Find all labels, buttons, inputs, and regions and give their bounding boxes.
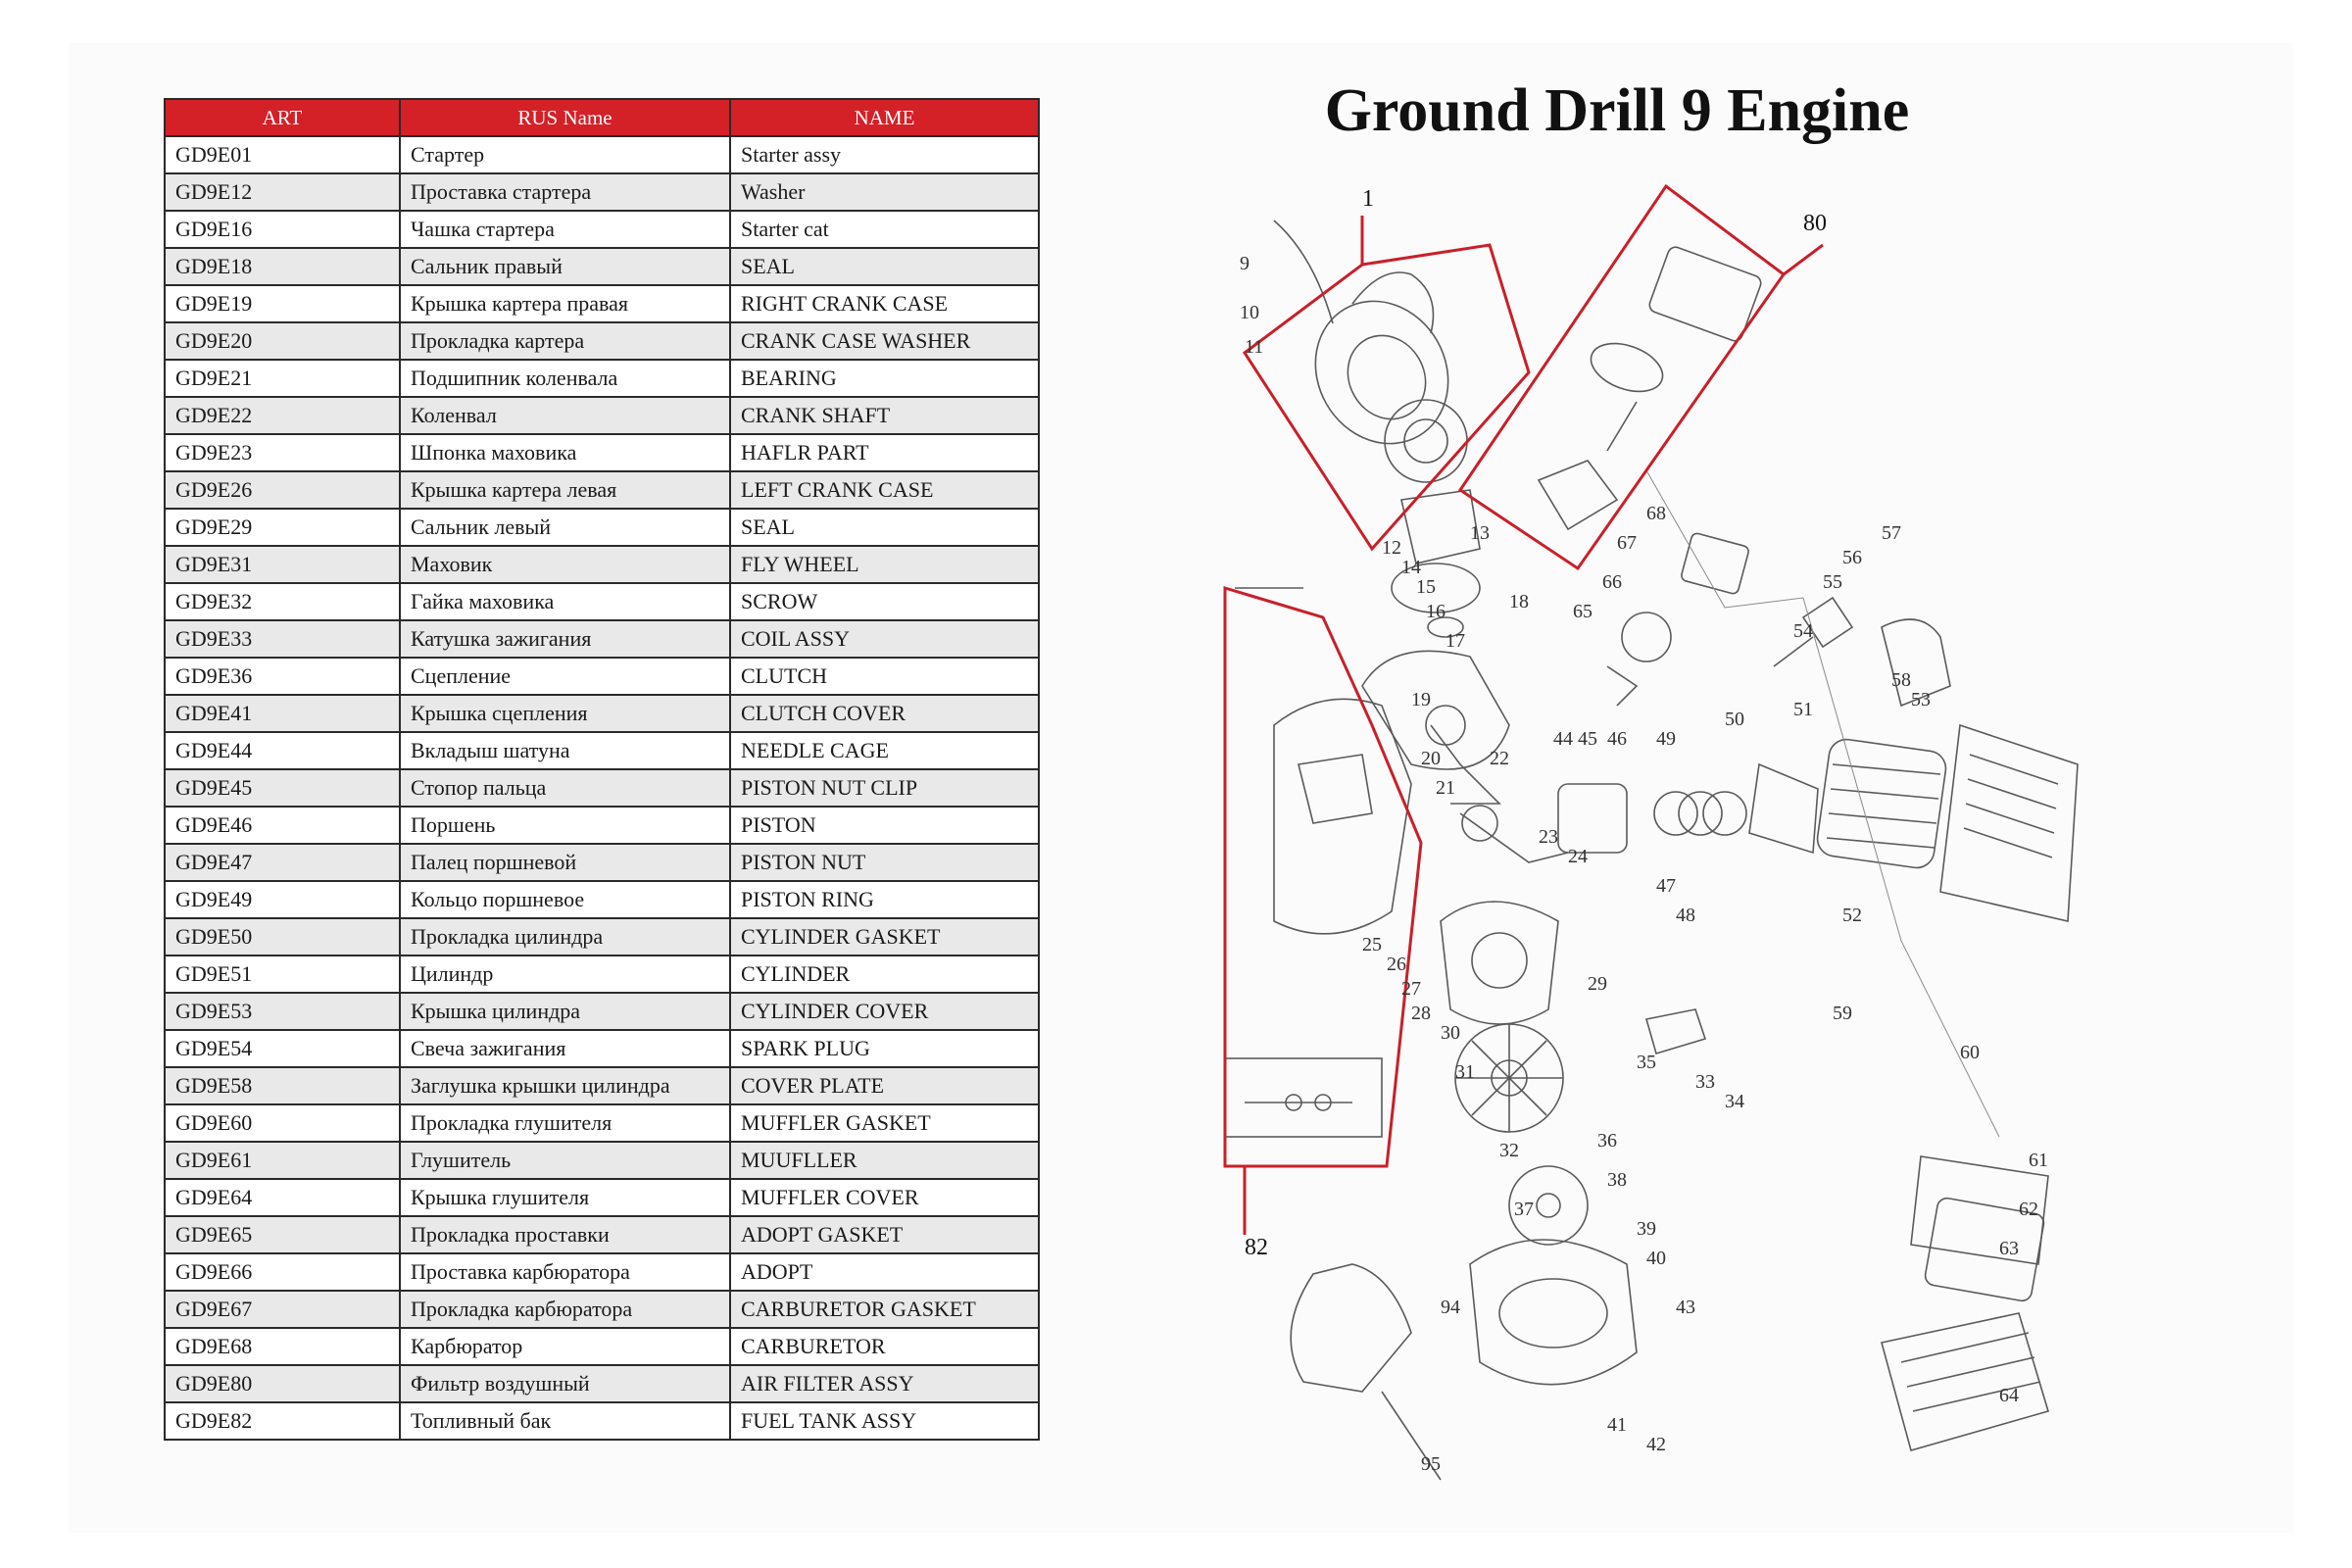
cell-art: GD9E54 bbox=[165, 1030, 400, 1067]
cell-name: ADOPT bbox=[730, 1253, 1039, 1291]
cell-art: GD9E21 bbox=[165, 360, 400, 397]
cell-rus: Палец поршневой bbox=[400, 844, 730, 881]
cell-art: GD9E58 bbox=[165, 1067, 400, 1104]
callout-number: 27 bbox=[1401, 978, 1421, 1000]
table-row bbox=[165, 285, 1039, 322]
table-row bbox=[165, 360, 1039, 397]
callout-number: 15 bbox=[1416, 576, 1436, 598]
cell-rus: Сцепление bbox=[400, 658, 730, 695]
cell-name: CARBURETOR bbox=[730, 1328, 1039, 1365]
cell-rus: Поршень bbox=[400, 807, 730, 844]
table-row bbox=[165, 136, 1039, 173]
table-row bbox=[165, 546, 1039, 583]
callout-number: 41 bbox=[1607, 1414, 1627, 1436]
air-filter-base-shape bbox=[1539, 461, 1617, 529]
left-crank-case-shape bbox=[1441, 902, 1558, 1024]
cell-rus: Подшипник коленвала bbox=[400, 360, 730, 397]
fuel-filter-box bbox=[1225, 1058, 1382, 1137]
callout-number: 1 bbox=[1362, 186, 1374, 212]
table-row bbox=[165, 1030, 1039, 1067]
cell-name: HAFLR PART bbox=[730, 434, 1039, 471]
table-row bbox=[165, 769, 1039, 807]
cell-name: SEAL bbox=[730, 248, 1039, 285]
cell-rus: Шпонка маховика bbox=[400, 434, 730, 471]
cell-art: GD9E46 bbox=[165, 807, 400, 844]
callout-number: 68 bbox=[1646, 503, 1666, 524]
callout-number: 63 bbox=[1999, 1238, 2019, 1259]
callout-number: 60 bbox=[1960, 1042, 1980, 1063]
callout-number: 37 bbox=[1514, 1199, 1534, 1220]
table-row bbox=[165, 807, 1039, 844]
cell-rus: Кольцо поршневое bbox=[400, 881, 730, 918]
cell-rus: Цилиндр bbox=[400, 956, 730, 993]
callout-number: 33 bbox=[1695, 1071, 1715, 1093]
table-row bbox=[165, 993, 1039, 1030]
cell-name: CARBURETOR GASKET bbox=[730, 1291, 1039, 1328]
cell-name: PISTON bbox=[730, 807, 1039, 844]
callout-number: 13 bbox=[1470, 522, 1490, 544]
table-row bbox=[165, 1104, 1039, 1142]
cell-art: GD9E22 bbox=[165, 397, 400, 434]
fuel-tank-group-outline bbox=[1225, 588, 1421, 1166]
cell-art: GD9E68 bbox=[165, 1328, 400, 1365]
callout-number: 52 bbox=[1842, 905, 1862, 926]
table-row bbox=[165, 881, 1039, 918]
fuel-tank-shape bbox=[1274, 699, 1411, 934]
cell-rus: Стопор пальца bbox=[400, 769, 730, 807]
cell-name: FLY WHEEL bbox=[730, 546, 1039, 583]
callout-number: 48 bbox=[1676, 905, 1695, 926]
callout-number: 54 bbox=[1793, 620, 1813, 642]
callout-number: 40 bbox=[1646, 1248, 1666, 1269]
callout-number: 61 bbox=[2029, 1150, 2048, 1171]
callout-number: 65 bbox=[1573, 601, 1592, 622]
table-row bbox=[165, 322, 1039, 360]
callout-number: 66 bbox=[1602, 571, 1622, 593]
callout-number: 57 bbox=[1882, 522, 1901, 544]
callout-number: 21 bbox=[1436, 777, 1455, 799]
header-rus-name: RUS Name bbox=[400, 99, 730, 136]
cell-name: SEAL bbox=[730, 509, 1039, 546]
table-row bbox=[165, 844, 1039, 881]
cell-art: GD9E64 bbox=[165, 1179, 400, 1216]
table-row bbox=[165, 732, 1039, 769]
bracket-shape bbox=[1291, 1264, 1411, 1392]
cell-name: COVER PLATE bbox=[730, 1067, 1039, 1104]
cell-name: AIR FILTER ASSY bbox=[730, 1365, 1039, 1402]
cell-name: CLUTCH bbox=[730, 658, 1039, 695]
callout-number: 38 bbox=[1607, 1169, 1627, 1191]
cell-name: PISTON NUT CLIP bbox=[730, 769, 1039, 807]
cell-rus: Крышка цилиндра bbox=[400, 993, 730, 1030]
callout-number: 24 bbox=[1568, 846, 1588, 867]
callout-number: 25 bbox=[1362, 934, 1382, 956]
header-name: NAME bbox=[730, 99, 1039, 136]
cell-rus: Свеча зажигания bbox=[400, 1030, 730, 1067]
cell-rus: Заглушка крышки цилиндра bbox=[400, 1067, 730, 1104]
cell-rus: Карбюратор bbox=[400, 1328, 730, 1365]
cell-art: GD9E45 bbox=[165, 769, 400, 807]
cell-art: GD9E80 bbox=[165, 1365, 400, 1402]
callout-number: 30 bbox=[1441, 1022, 1460, 1044]
cell-rus: Прокладка глушителя bbox=[400, 1104, 730, 1142]
callout-number: 49 bbox=[1656, 728, 1676, 750]
callout-number: 14 bbox=[1401, 557, 1421, 578]
cell-art: GD9E82 bbox=[165, 1402, 400, 1440]
callout-number: 44 bbox=[1553, 728, 1573, 750]
table-row bbox=[165, 695, 1039, 732]
cell-art: GD9E65 bbox=[165, 1216, 400, 1253]
cell-name: CLUTCH COVER bbox=[730, 695, 1039, 732]
cell-name: CRANK CASE WASHER bbox=[730, 322, 1039, 360]
callout-number: 28 bbox=[1411, 1003, 1431, 1024]
cell-art: GD9E29 bbox=[165, 509, 400, 546]
ignition-coil-shape bbox=[1646, 1009, 1705, 1054]
callout-number: 12 bbox=[1382, 537, 1401, 559]
callout-number: 59 bbox=[1833, 1003, 1852, 1024]
cell-art: GD9E53 bbox=[165, 993, 400, 1030]
cell-rus: Чашка стартера bbox=[400, 211, 730, 248]
cell-rus: Крышка глушителя bbox=[400, 1179, 730, 1216]
cell-art: GD9E44 bbox=[165, 732, 400, 769]
exploded-parts-diagram bbox=[1215, 176, 2097, 1490]
cell-art: GD9E01 bbox=[165, 136, 400, 173]
table-row bbox=[165, 1067, 1039, 1104]
callout-number: 56 bbox=[1842, 547, 1862, 568]
cell-name: CYLINDER bbox=[730, 956, 1039, 993]
table-row bbox=[165, 1365, 1039, 1402]
cell-name: SPARK PLUG bbox=[730, 1030, 1039, 1067]
table-row bbox=[165, 434, 1039, 471]
callout-number: 19 bbox=[1411, 689, 1431, 710]
crankshaft-shape bbox=[1462, 806, 1497, 841]
callout-number: 94 bbox=[1441, 1297, 1460, 1318]
cell-rus: Сальник левый bbox=[400, 509, 730, 546]
cell-rus: Глушитель bbox=[400, 1142, 730, 1179]
table-row bbox=[165, 1402, 1039, 1440]
cell-art: GD9E61 bbox=[165, 1142, 400, 1179]
table-row bbox=[165, 471, 1039, 509]
cell-rus: Крышка картера левая bbox=[400, 471, 730, 509]
cell-name: Starter cat bbox=[730, 211, 1039, 248]
callout-number: 34 bbox=[1725, 1091, 1744, 1112]
cell-name: Washer bbox=[730, 173, 1039, 211]
cell-rus: Вкладыш шатуна bbox=[400, 732, 730, 769]
callout-number: 39 bbox=[1637, 1218, 1656, 1240]
cell-art: GD9E32 bbox=[165, 583, 400, 620]
callout-number: 32 bbox=[1499, 1140, 1519, 1161]
callout-number: 10 bbox=[1240, 302, 1259, 323]
cell-art: GD9E67 bbox=[165, 1291, 400, 1328]
cell-art: GD9E47 bbox=[165, 844, 400, 881]
cell-art: GD9E18 bbox=[165, 248, 400, 285]
cell-name: NEEDLE CAGE bbox=[730, 732, 1039, 769]
cell-rus: Стартер bbox=[400, 136, 730, 173]
cell-rus: Маховик bbox=[400, 546, 730, 583]
cell-art: GD9E66 bbox=[165, 1253, 400, 1291]
callout-number: 35 bbox=[1637, 1052, 1656, 1073]
table-row bbox=[165, 1179, 1039, 1216]
callout-number: 51 bbox=[1793, 699, 1813, 720]
table-header-row bbox=[165, 99, 1039, 136]
table-row bbox=[165, 248, 1039, 285]
callout-number: 23 bbox=[1539, 826, 1558, 848]
cell-rus: Катушка зажигания bbox=[400, 620, 730, 658]
callout-number: 50 bbox=[1725, 709, 1744, 730]
cell-name: MUFFLER GASKET bbox=[730, 1104, 1039, 1142]
page-title: Ground Drill 9 Engine bbox=[1324, 77, 1910, 144]
cell-art: GD9E31 bbox=[165, 546, 400, 583]
starter-pulley-shape bbox=[1385, 400, 1467, 482]
cell-name: RIGHT CRANK CASE bbox=[730, 285, 1039, 322]
cell-name: CRANK SHAFT bbox=[730, 397, 1039, 434]
cell-rus: Фильтр воздушный bbox=[400, 1365, 730, 1402]
cell-rus: Прокладка цилиндра bbox=[400, 918, 730, 956]
callout-number: 43 bbox=[1676, 1297, 1695, 1318]
callout-number: 82 bbox=[1245, 1235, 1268, 1260]
table-row bbox=[165, 620, 1039, 658]
callout-number: 64 bbox=[1999, 1385, 2019, 1406]
cell-name: BEARING bbox=[730, 360, 1039, 397]
cell-name: MUFFLER COVER bbox=[730, 1179, 1039, 1216]
cell-name: ADOPT GASKET bbox=[730, 1216, 1039, 1253]
cell-rus: Проставка стартера bbox=[400, 173, 730, 211]
piston-shape bbox=[1558, 784, 1627, 853]
callout-number: 29 bbox=[1588, 973, 1607, 995]
table-row bbox=[165, 509, 1039, 546]
callout-number: 11 bbox=[1245, 336, 1264, 358]
cell-rus: Крышка картера правая bbox=[400, 285, 730, 322]
cell-rus: Коленвал bbox=[400, 397, 730, 434]
cell-art: GD9E36 bbox=[165, 658, 400, 695]
table-row bbox=[165, 173, 1039, 211]
callout-number: 55 bbox=[1823, 571, 1842, 593]
table-row bbox=[165, 1328, 1039, 1365]
callout-number: 17 bbox=[1446, 630, 1465, 652]
cell-art: GD9E19 bbox=[165, 285, 400, 322]
callout-number: 46 bbox=[1607, 728, 1627, 750]
cell-art: GD9E51 bbox=[165, 956, 400, 993]
cell-rus: Гайка маховика bbox=[400, 583, 730, 620]
cell-art: GD9E23 bbox=[165, 434, 400, 471]
callout-number: 53 bbox=[1911, 689, 1931, 710]
header-art: ART bbox=[165, 99, 400, 136]
table-row bbox=[165, 583, 1039, 620]
cell-art: GD9E26 bbox=[165, 471, 400, 509]
callout-number: 16 bbox=[1426, 601, 1446, 622]
cell-art: GD9E16 bbox=[165, 211, 400, 248]
callout-number: 20 bbox=[1421, 748, 1441, 769]
cell-name: FUEL TANK ASSY bbox=[730, 1402, 1039, 1440]
cell-rus: Прокладка карбюратора bbox=[400, 1291, 730, 1328]
callout-number: 58 bbox=[1891, 669, 1911, 691]
cell-name: Starter assy bbox=[730, 136, 1039, 173]
callout-number: 36 bbox=[1597, 1130, 1617, 1152]
callout-number: 26 bbox=[1387, 954, 1406, 975]
table-row bbox=[165, 658, 1039, 695]
cell-rus: Прокладка картера bbox=[400, 322, 730, 360]
carburetor-shape bbox=[1681, 532, 1750, 595]
cylinder-shape bbox=[1815, 737, 1948, 870]
cell-name: PISTON NUT bbox=[730, 844, 1039, 881]
cell-name: MUUFLLER bbox=[730, 1142, 1039, 1179]
cell-name: LEFT CRANK CASE bbox=[730, 471, 1039, 509]
cell-rus: Сальник правый bbox=[400, 248, 730, 285]
callout-number: 31 bbox=[1455, 1061, 1475, 1083]
callout-number: 80 bbox=[1803, 211, 1827, 236]
cell-name: SCROW bbox=[730, 583, 1039, 620]
cell-art: GD9E33 bbox=[165, 620, 400, 658]
starter-housing-shape bbox=[1290, 277, 1474, 468]
callout-number: 22 bbox=[1490, 748, 1509, 769]
callout-number: 47 bbox=[1656, 875, 1676, 897]
cell-art: GD9E12 bbox=[165, 173, 400, 211]
callout-number: 42 bbox=[1646, 1434, 1666, 1455]
table-row bbox=[165, 1291, 1039, 1328]
clutch-cover-shape bbox=[1470, 1240, 1637, 1385]
cell-rus: Крышка сцепления bbox=[400, 695, 730, 732]
cell-art: GD9E50 bbox=[165, 918, 400, 956]
table-row bbox=[165, 1142, 1039, 1179]
callout-number: 62 bbox=[2019, 1199, 2038, 1220]
cell-art: GD9E49 bbox=[165, 881, 400, 918]
cell-name: PISTON RING bbox=[730, 881, 1039, 918]
table-row bbox=[165, 1216, 1039, 1253]
air-filter-group-outline bbox=[1460, 186, 1784, 568]
callout-number: 95 bbox=[1421, 1453, 1441, 1475]
cell-rus: Топливный бак bbox=[400, 1402, 730, 1440]
cell-art: GD9E60 bbox=[165, 1104, 400, 1142]
cell-rus: Прокладка проставки bbox=[400, 1216, 730, 1253]
cell-art: GD9E41 bbox=[165, 695, 400, 732]
callout-number: 67 bbox=[1617, 532, 1637, 554]
cell-name: COIL ASSY bbox=[730, 620, 1039, 658]
table-row bbox=[165, 918, 1039, 956]
callout-number: 45 bbox=[1578, 728, 1597, 750]
callout-number: 9 bbox=[1240, 253, 1250, 274]
table-row bbox=[165, 211, 1039, 248]
table-row bbox=[165, 397, 1039, 434]
starter-group-outline bbox=[1245, 245, 1529, 549]
parts-table-body bbox=[165, 136, 1039, 1440]
parts-table bbox=[164, 98, 1040, 1441]
table-row bbox=[165, 1253, 1039, 1291]
cell-art: GD9E20 bbox=[165, 322, 400, 360]
cylinder-cover-shape bbox=[1940, 725, 2078, 921]
table-row bbox=[165, 956, 1039, 993]
cell-name: CYLINDER GASKET bbox=[730, 918, 1039, 956]
callout-number: 18 bbox=[1509, 591, 1529, 612]
cell-name: CYLINDER COVER bbox=[730, 993, 1039, 1030]
cell-rus: Проставка карбюратора bbox=[400, 1253, 730, 1291]
